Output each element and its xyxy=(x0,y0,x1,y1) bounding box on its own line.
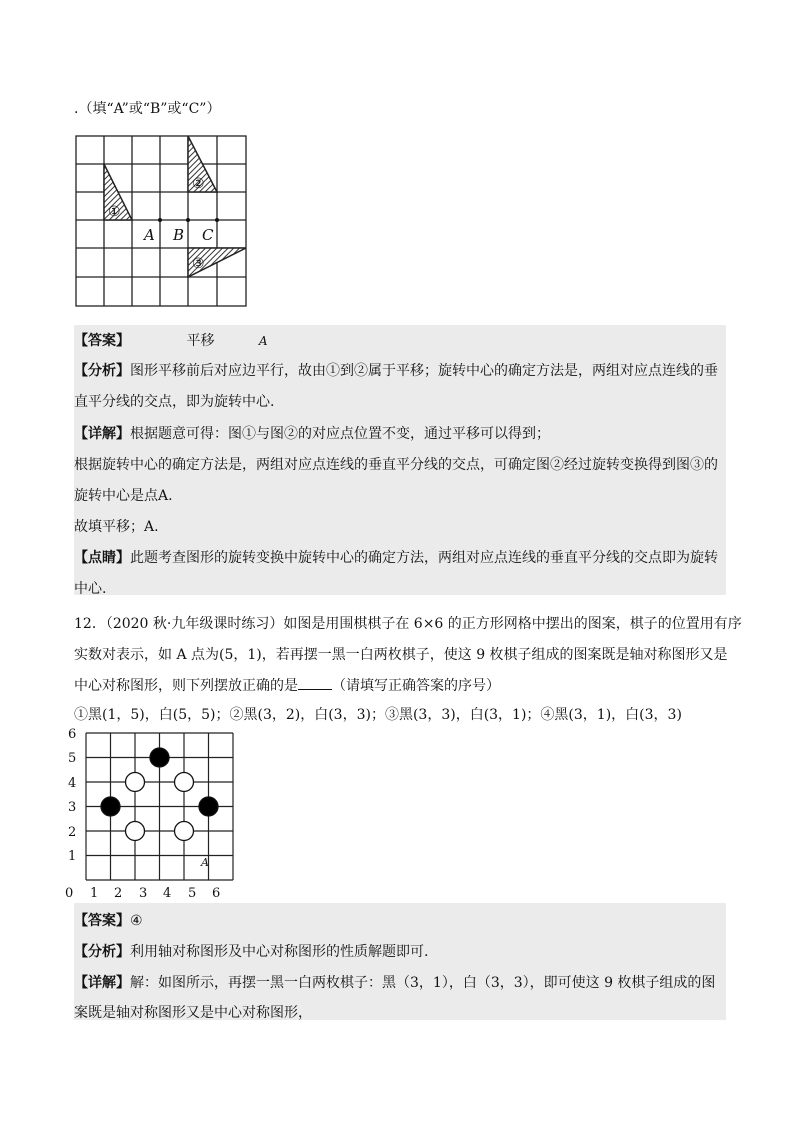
y-tick-3: 3 xyxy=(68,800,77,815)
black-stone xyxy=(101,797,120,816)
point-c-label: C xyxy=(202,226,214,244)
x-tick-5: 5 xyxy=(188,886,197,901)
q11-detail-1: 【详解】根据题意可得：图①与图②的对应点位置不变，通过平移可以得到； xyxy=(74,426,550,442)
y-tick-1: 1 xyxy=(68,849,77,864)
answer-blank xyxy=(298,677,332,690)
point-a-label: A xyxy=(144,226,155,244)
q11-comment-1: 【点睛】此题考查图形的旋转变换中旋转中心的确定方法，两组对应点连线的垂直平分线的交点即为旋转 xyxy=(74,550,718,566)
label-1: ① xyxy=(108,204,121,220)
y-tick-6: 6 xyxy=(68,727,77,742)
q12-stem-2: 实数对表示，如 A 点为(5，1)，若再摆一黑一白两枚棋子，使这 9 枚棋子组成的图案既是轴对称图形又是 xyxy=(74,647,728,663)
q12-stem-1: 12．（2020 秋·九年级课时练习）如图是用围棋棋子在 6×6 的正方形网格中摆出的图案，棋子的位置用有序 xyxy=(74,616,742,632)
x-tick-1: 1 xyxy=(90,886,99,901)
label-3: ③ xyxy=(192,256,205,272)
q12-options: ①黑(1，5)，白(5，5)；②黑(3，2)，白(3，3)；③黑(3，3)，白(3，1)；④黑(3，1)，白(3，3) xyxy=(74,707,682,723)
q11-comment-2: 中心. xyxy=(74,581,107,597)
q12-analysis: 【分析】利用轴对称图形及中心对称图形的性质解题即可. xyxy=(74,944,429,960)
point-b-label: B xyxy=(173,226,185,244)
label-2: ② xyxy=(192,176,205,192)
q12-stem-3: 中心对称图形，则下列摆放正确的是 （请填写正确答案的序号） xyxy=(74,678,500,694)
q11-analysis-2: 直平分线的交点，即为旋转中心. xyxy=(74,394,275,410)
fill-instruction: .（填“A”或“B”或“C”） xyxy=(74,101,221,117)
q11-analysis-1: 【分析】图形平移前后对应边平行，故由①到②属于平移；旋转中心的确定方法是，两组对应点连线的垂 xyxy=(74,363,718,379)
q11-detail-4: 故填平移；A. xyxy=(74,519,159,535)
x-tick-2: 2 xyxy=(114,886,123,901)
q11-detail-2: 根据旋转中心的确定方法是，两组对应点连线的垂直平分线的交点，可确定图②经过旋转变换得到图③的 xyxy=(74,457,718,473)
q12-detail-1: 【详解】解：如图所示，再摆一黑一白两枚棋子：黑（3，1），白（3，3），即可使这 9 枚棋子组成的图 xyxy=(74,975,716,991)
q12-detail-2: 案既是轴对称图形又是中心对称图形， xyxy=(74,1005,312,1021)
y-tick-2: 2 xyxy=(68,825,77,840)
black-stone xyxy=(199,797,218,816)
y-tick-5: 5 xyxy=(68,751,77,766)
white-stone xyxy=(126,773,145,792)
black-stone xyxy=(150,748,169,767)
q11-answer: 【答案】 平移 A xyxy=(74,333,268,349)
x-tick-3: 3 xyxy=(139,886,148,901)
q12-answer: 【答案】④ xyxy=(74,913,143,929)
point-a-label: A xyxy=(201,856,209,869)
x-tick-6: 6 xyxy=(212,886,221,901)
x-tick-0: 0 xyxy=(65,886,74,901)
figure-go-board xyxy=(62,726,252,906)
figure-transform-grid xyxy=(72,132,252,312)
white-stone xyxy=(126,822,145,841)
x-tick-4: 4 xyxy=(163,886,172,901)
q11-detail-3: 旋转中心是点A. xyxy=(74,488,173,504)
white-stone xyxy=(175,822,194,841)
white-stone xyxy=(175,773,194,792)
y-tick-4: 4 xyxy=(68,776,77,791)
